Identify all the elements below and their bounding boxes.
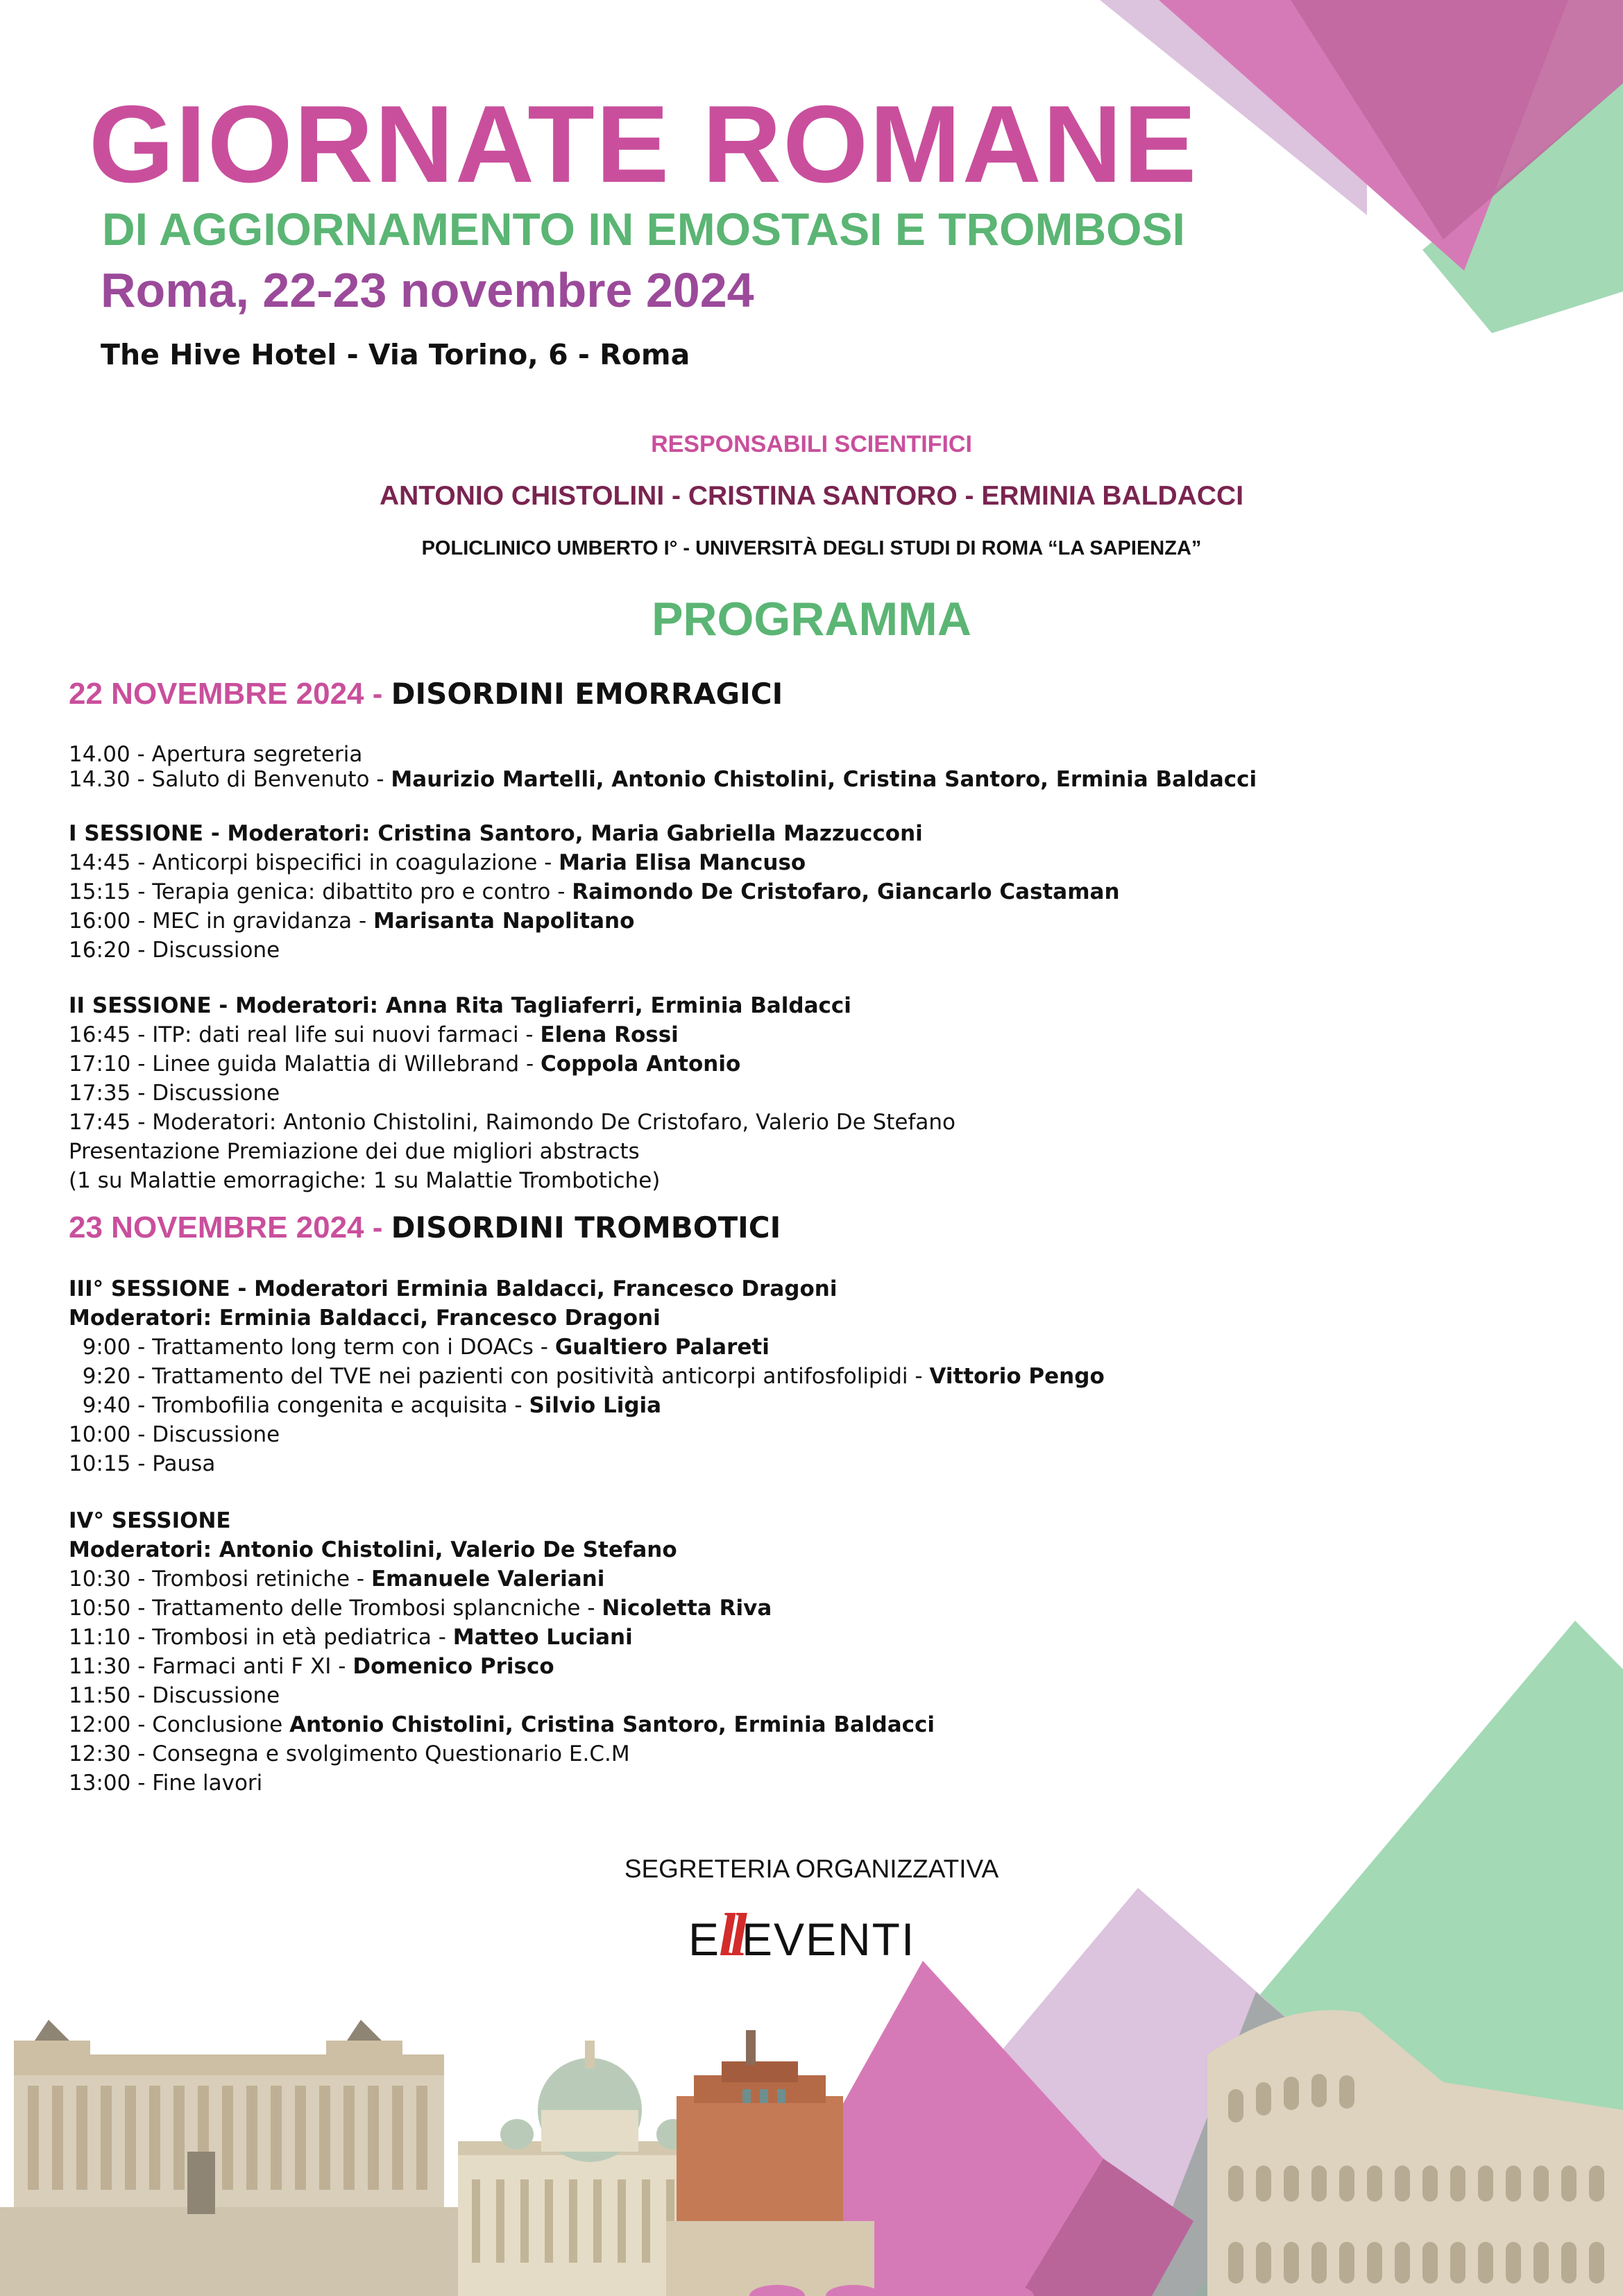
day1-theme: DISORDINI EMORRAGICI — [391, 677, 783, 711]
event-venue: The Hive Hotel - Via Torino, 6 - Roma — [101, 338, 690, 371]
event-dates: Roma, 22-23 novembre 2024 — [101, 263, 754, 317]
castel-santangelo — [666, 2030, 874, 2296]
session-moderators: Moderatori: Erminia Baldacci, Francesco Dragoni — [69, 1306, 661, 1331]
program-line: 12:00 - Conclusione Antonio Chistolini, Cristina Santoro, Erminia Baldacci — [69, 1712, 935, 1737]
program-line: 16:20 - Discussione — [69, 938, 280, 963]
session-heading: IV° SESSIONE — [69, 1508, 231, 1533]
program-line: 11:50 - Discussione — [69, 1683, 280, 1708]
session-heading: I SESSIONE - Moderatori: Cristina Santoro, Maria Gabriella Mazzucconi — [69, 821, 923, 846]
logo-text: EVENTI — [741, 1914, 916, 1965]
program-line: (1 su Malattie emorragiche: 1 su Malattie Trombotiche) — [69, 1168, 661, 1193]
day2-date: 23 NOVEMBRE 2024 - — [69, 1210, 391, 1244]
organizer-heading: SEGRETERIA ORGANIZZATIVA — [624, 1855, 999, 1883]
session-moderators: Moderatori: Antonio Chistolini, Valerio De Stefano — [69, 1537, 677, 1562]
program-line: 9:00 - Trattamento long term con i DOACs - Gualtiero Palareti — [69, 1335, 770, 1360]
program-heading: PROGRAMMA — [652, 593, 971, 645]
event-title: GIORNATE ROMANE — [89, 83, 1198, 205]
program-line: 10:00 - Discussione — [69, 1422, 280, 1447]
program-line: 14.00 - Apertura segreteria — [69, 742, 363, 767]
logo-mark: ll — [719, 1902, 742, 1969]
logo-letter: E — [688, 1914, 720, 1965]
scientific-names: ANTONIO CHISTOLINI - CRISTINA SANTORO - ERMINIA BALDACCI — [379, 481, 1244, 511]
institution: POLICLINICO UMBERTO I° - UNIVERSITÀ DEGLI STUDI DI ROMA “LA SAPIENZA” — [421, 537, 1202, 559]
vittoriano-monument — [0, 2020, 472, 2296]
program-line: Presentazione Premiazione dei due migliori abstracts — [69, 1139, 640, 1164]
program-line: 17:10 - Linee guida Malattia di Willebrand - Coppola Antonio — [69, 1052, 741, 1077]
program-line: 12:30 - Consegna e svolgimento Questionario E.C.M — [69, 1741, 630, 1766]
session-heading: II SESSIONE - Moderatori: Anna Rita Tagliaferri, Erminia Baldacci — [69, 993, 851, 1018]
program-line: 11:30 - Farmaci anti F XI - Domenico Prisco — [69, 1654, 554, 1679]
program-line: 17:45 - Moderatori: Antonio Chistolini, Raimondo De Cristofaro, Valerio De Stefano — [69, 1110, 956, 1135]
event-subtitle: DI AGGIORNAMENTO IN EMOSTASI E TROMBOSI — [102, 203, 1185, 255]
program-line: 10:30 - Trombosi retiniche - Emanuele Valeriani — [69, 1567, 605, 1592]
program-line: 14.30 - Saluto di Benvenuto - Maurizio Martelli, Antonio Chistolini, Cristina Santoro, Erminia Baldacci — [69, 767, 1257, 792]
day1-date: 22 NOVEMBRE 2024 - — [69, 677, 391, 711]
session-heading: III° SESSIONE - Moderatori Erminia Baldacci, Francesco Dragoni — [69, 1276, 838, 1301]
program-line: 10:50 - Trattamento delle Trombosi splancniche - Nicoletta Riva — [69, 1596, 772, 1621]
program-line: 10:15 - Pausa — [69, 1451, 216, 1476]
program-line: 14:45 - Anticorpi bispecifici in coagulazione - Maria Elisa Mancuso — [69, 850, 806, 875]
scientific-heading: RESPONSABILI SCIENTIFICI — [651, 431, 972, 457]
program-line: 9:40 - Trombofilia congenita e acquisita - Silvio Ligia — [69, 1393, 662, 1418]
program-line: 17:35 - Discussione — [69, 1081, 280, 1106]
day2-theme: DISORDINI TROMBOTICI — [391, 1210, 781, 1244]
program-line: 11:10 - Trombosi in età pediatrica - Matteo Luciani — [69, 1625, 633, 1650]
organizer-logo — [688, 1900, 915, 1970]
program-line: 9:20 - Trattamento del TVE nei pazienti con positività anticorpi antifosfolipidi - Vittorio Pengo — [69, 1364, 1105, 1389]
program-line: 16:00 - MEC in gravidanza - Marisanta Napolitano — [69, 909, 635, 934]
program-line: 13:00 - Fine lavori — [69, 1771, 263, 1796]
program-line: 15:15 - Terapia genica: dibattito pro e contro - Raimondo De Cristofaro, Giancarlo Castaman — [69, 879, 1120, 904]
program-line: 16:45 - ITP: dati real life sui nuovi farmaci - Elena Rossi — [69, 1022, 679, 1047]
